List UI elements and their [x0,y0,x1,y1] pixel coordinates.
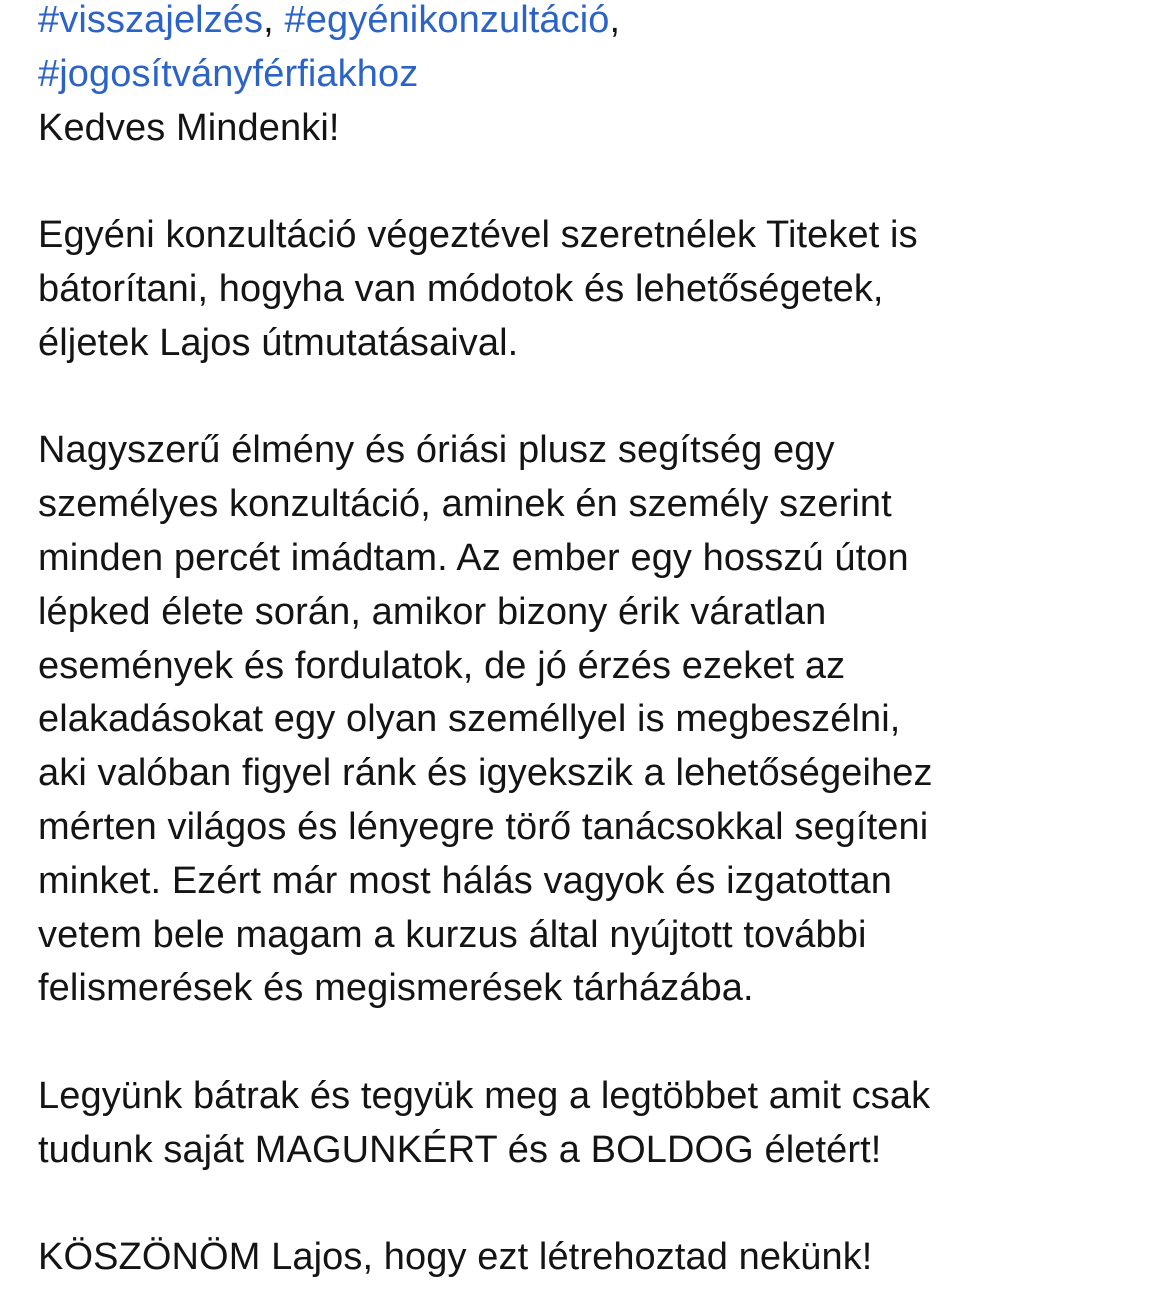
hashtag-row-2 [38,48,1138,102]
hashtag-row-1 [38,0,1138,48]
post-body [38,0,1138,1285]
paragraph-1 [38,209,1138,370]
greeting-text: Kedves Mindenki! [38,106,340,149]
paragraph-line: személyes konzultáció, aminek én személy szerint [38,483,892,526]
hashtag-separator: , [263,0,274,41]
paragraph-line: események és fordulatok, de jó érzés ezeket az [38,644,846,687]
hashtag-jogositvanyferfiakhoz[interactable]: #jogosítványférfiakhoz [38,52,419,95]
paragraph-line: elakadásokat egy olyan személlyel is megbeszélni, [38,698,901,741]
paragraph-2 [38,424,1138,1016]
paragraph-line: felismerések és megismerések tárházába. [38,967,754,1010]
hashtag-separator: , [609,0,621,41]
hashtag-egyenikonzultacio[interactable]: #egyénikonzultáció [284,0,610,41]
paragraph-line: mérten világos és lényegre törő tanácsokkal segíteni [38,805,929,848]
paragraph-line: Nagyszerű élmény és óriási plusz segítség egy [38,429,835,472]
paragraph-line: éljetek Lajos útmutatásaival. [38,321,519,364]
closing-text: KÖSZÖNÖM Lajos, hogy ezt létrehoztad nekünk! [38,1236,873,1279]
paragraph-line: vetem bele magam a kurzus által nyújtott további [38,913,867,956]
paragraph-3 [38,1070,1138,1178]
paragraph-line: bátorítani, hogyha van módotok és lehetőségetek, [38,267,884,310]
paragraph-line: minket. Ezért már most hálás vagyok és izgatottan [38,859,892,902]
hashtag-visszajelzes[interactable]: #visszajelzés [38,0,264,41]
paragraph-line: minden percét imádtam. Az ember egy hosszú úton [38,536,909,579]
paragraph-spacer [38,155,1138,209]
paragraph-spacer [38,371,1138,425]
paragraph-line: lépked élete során, amikor bizony érik váratlan [38,590,827,633]
paragraph-line: Legyünk bátrak és tegyük meg a legtöbbet amit csak [38,1074,931,1117]
paragraph-line: aki valóban figyel ránk és igyekszik a lehetőségeihez [38,752,933,795]
paragraph-spacer [38,1178,1138,1232]
paragraph-line: Egyéni konzultáció végeztével szeretnélek Titeket is [38,214,918,257]
paragraph-spacer [38,1016,1138,1070]
paragraph-line: tudunk saját MAGUNKÉRT és a BOLDOG életért! [38,1128,882,1171]
